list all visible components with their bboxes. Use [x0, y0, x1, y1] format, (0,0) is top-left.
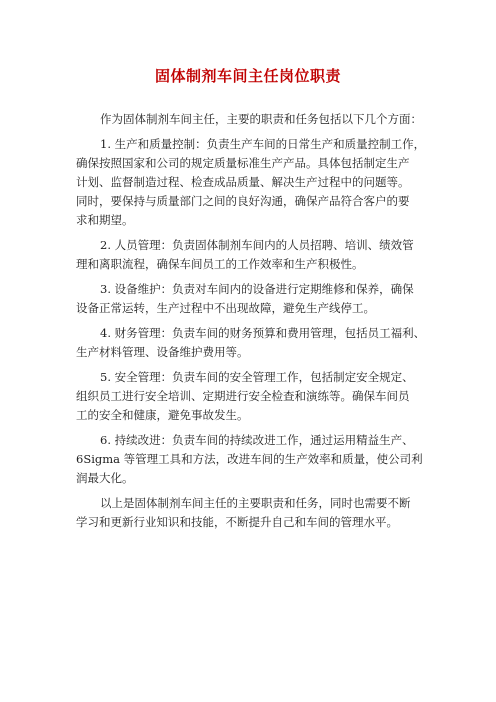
paragraph-line: 确保按照国家和公司的规定质量标准生产产品。具体包括制定生产 — [76, 156, 410, 170]
document-body — [76, 110, 436, 538]
paragraph-line: 组织员工进行安全培训、定期进行安全检查和演练等。确保车间员 — [76, 389, 410, 403]
paragraph-line: 6. 持续改进：负责车间的持续改进工作，通过运用精益生产、 — [100, 433, 414, 447]
paragraph-equipment — [76, 280, 436, 318]
paragraph-line: 理和离职流程，确保车间员工的工作效率和生产积极性。 — [76, 257, 364, 271]
paragraph-production-quality — [76, 135, 436, 230]
paragraph-line: 5. 安全管理：负责车间的安全管理工作，包括制定安全规定、 — [100, 370, 414, 384]
paragraph-line: 作为固体制剂车间主任，主要的职责和任务包括以下几个方面： — [100, 112, 422, 126]
paragraph-line: 3. 设备维护：负责对车间内的设备进行定期维修和保养，确保 — [100, 282, 414, 296]
paragraph-finance — [76, 324, 436, 362]
paragraph-line: 4. 财务管理：负责车间的财务预算和费用管理，包括员工福利、 — [100, 326, 426, 340]
paragraph-line: 润最大化。 — [76, 471, 134, 485]
paragraph-line: 学习和更新行业知识和技能，不断提升自己和车间的管理水平。 — [76, 515, 398, 529]
paragraph-intro — [76, 110, 436, 129]
paragraph-line: 同时，要保持与质量部门之间的良好沟通，确保产品符合客户的要 — [76, 194, 410, 208]
paragraph-line: 计划、监督制造过程、检查成品质量、解决生产过程中的问题等。 — [76, 175, 410, 189]
paragraph-line: 工的安全和健康，避免事故发生。 — [76, 408, 249, 422]
document-title: 固体制剂车间主任岗位职责 — [154, 67, 341, 85]
paragraph-line: 1. 生产和质量控制：负责生产车间的日常生产和质量控制工作， — [100, 137, 426, 151]
paragraph-safety — [76, 368, 436, 425]
paragraph-personnel — [76, 236, 436, 274]
paragraph-line: 求和期望。 — [76, 213, 134, 227]
paragraph-line: 2. 人员管理：负责固体制剂车间内的人员招聘、培训、绩效管 — [100, 238, 414, 252]
paragraph-improvement — [76, 431, 436, 488]
paragraph-line: 生产材料管理、设备维护费用等。 — [76, 345, 249, 359]
paragraph-conclusion — [76, 494, 436, 532]
paragraph-line: 6Sigma 等管理工具和方法，改进车间的生产效率和质量，使公司利 — [76, 452, 423, 466]
paragraph-line: 设备正常运转，生产过程中不出现故障，避免生产线停工。 — [76, 301, 375, 315]
paragraph-line: 以上是固体制剂车间主任的主要职责和任务，同时也需要不断 — [100, 496, 411, 510]
